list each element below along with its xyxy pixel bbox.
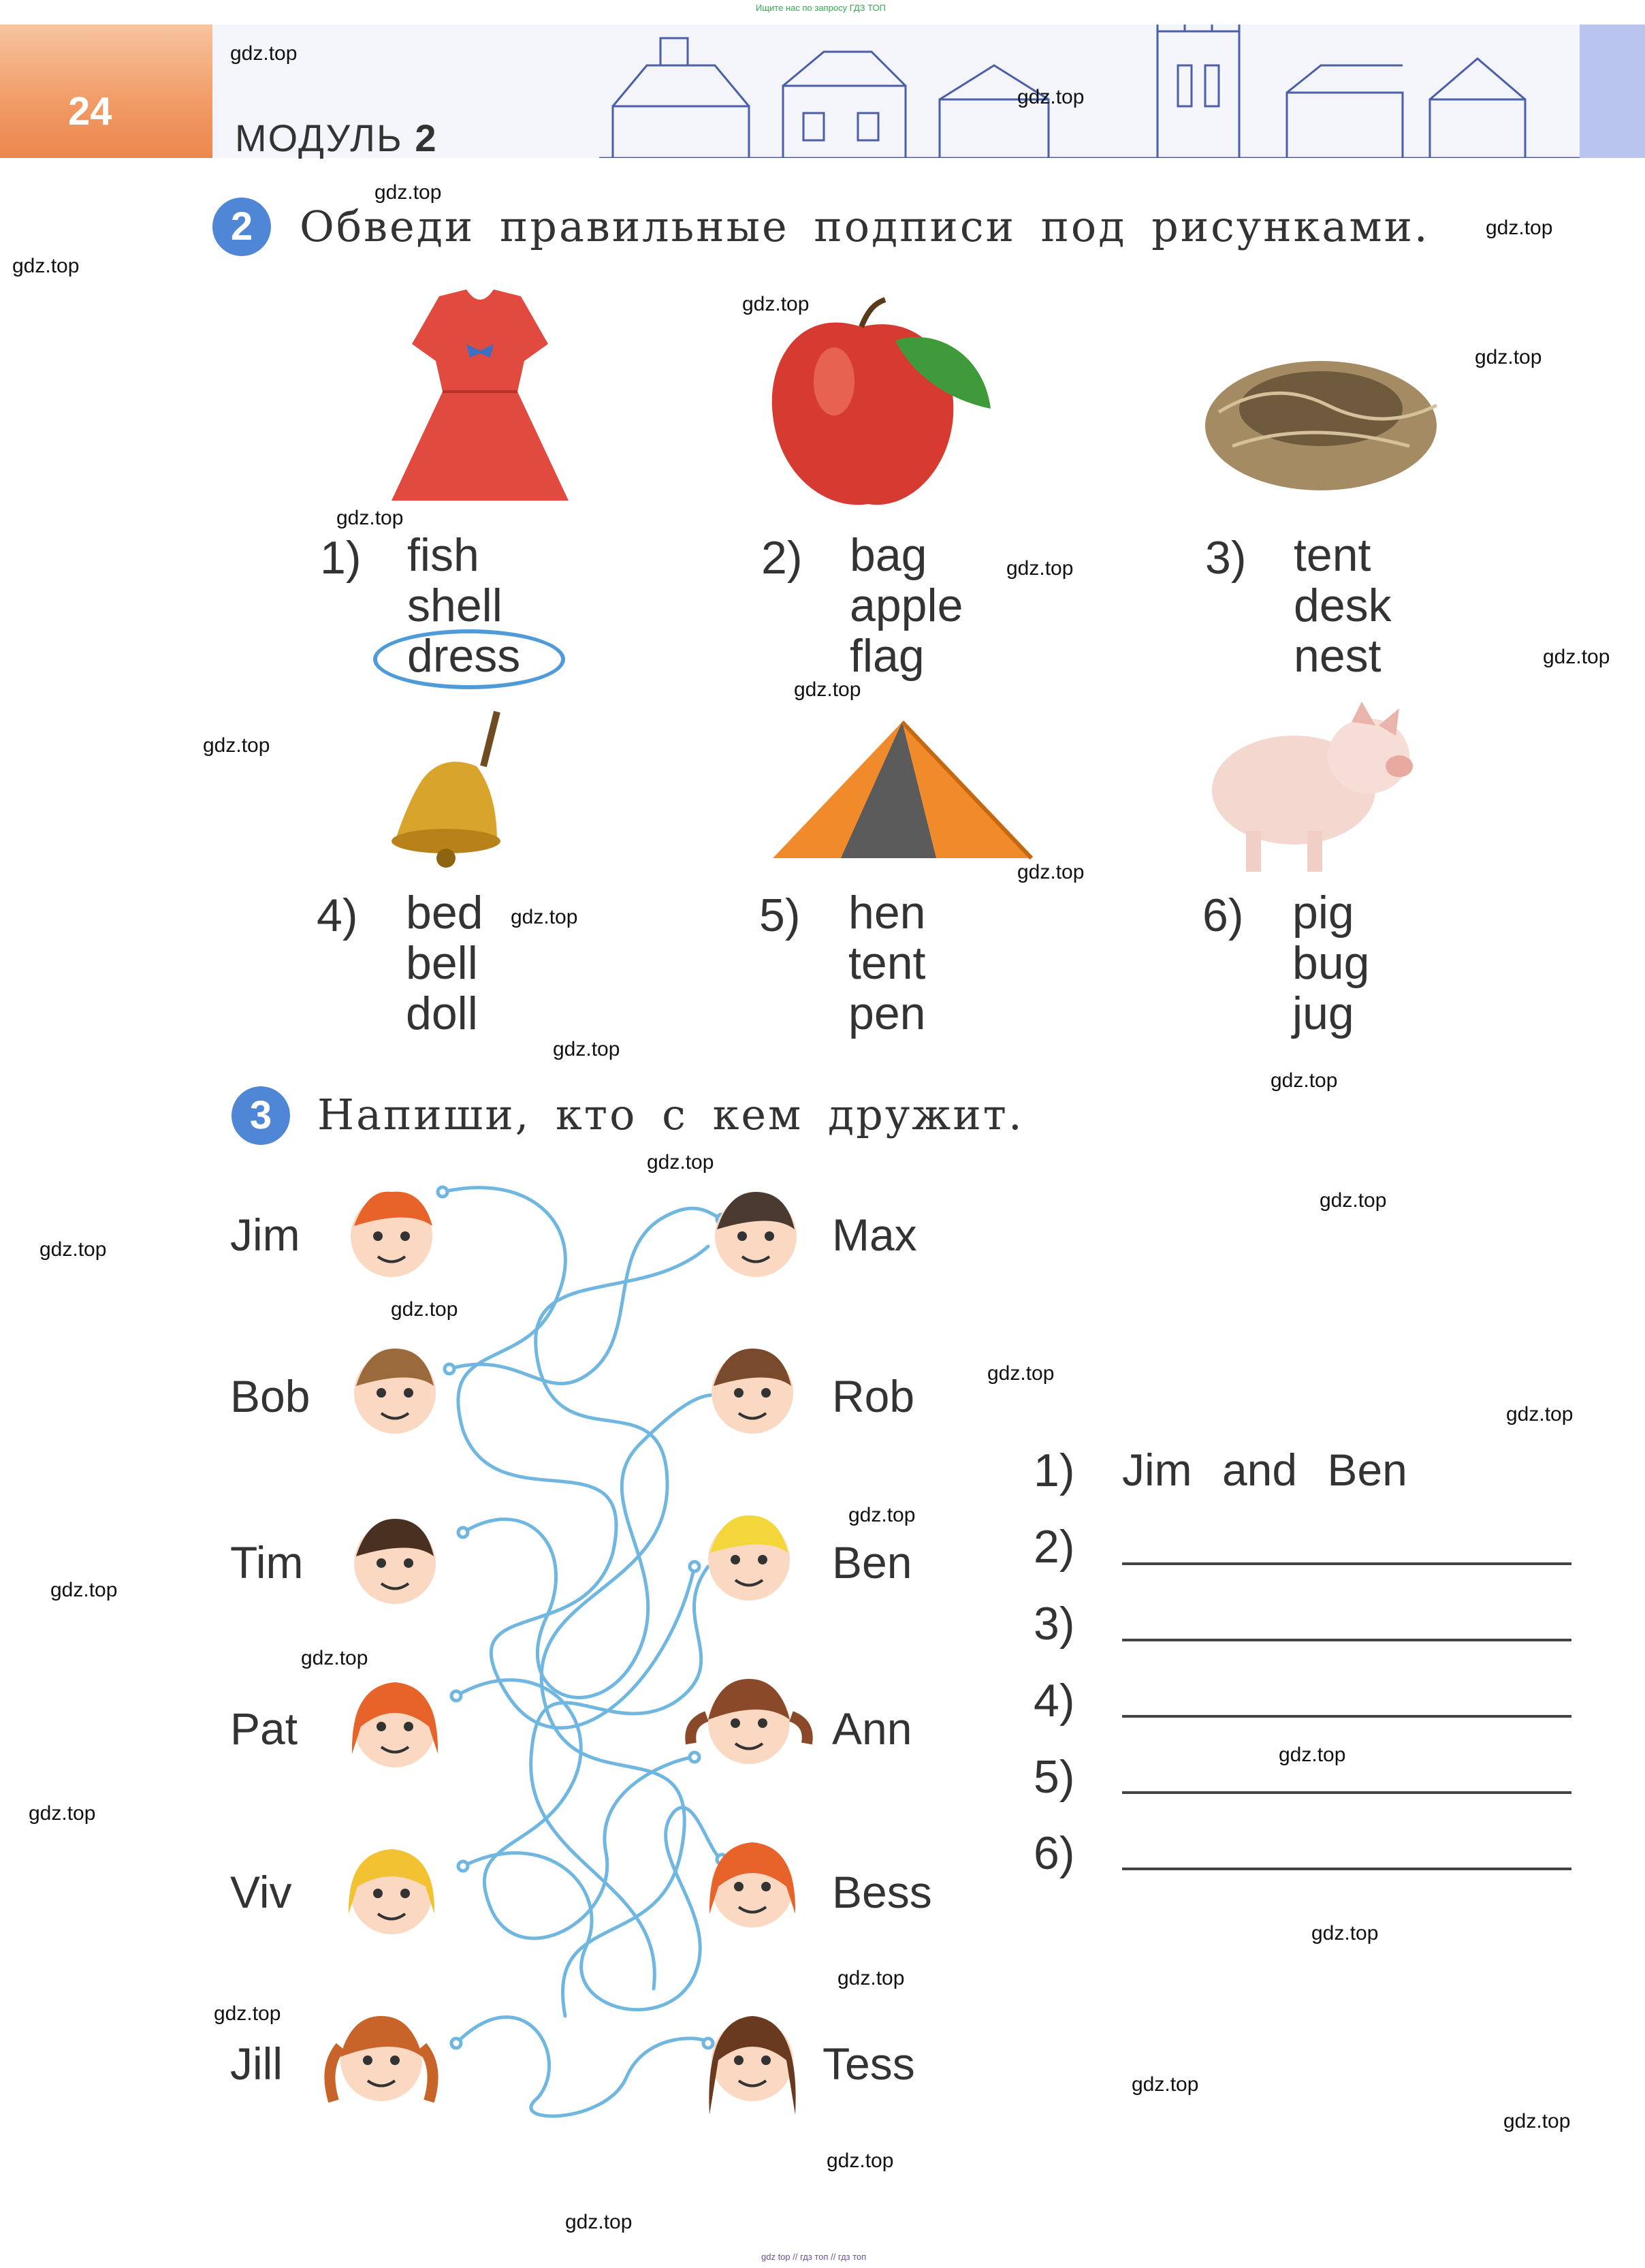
watermark: gdz.top [647,1151,714,1174]
item-6-number: 6) [1202,889,1244,941]
item-5-options [848,887,925,1039]
option-pen[interactable]: pen [848,988,926,1039]
option-shell[interactable]: shell [407,580,502,631]
bottom-note: gdz top // гдз топ // гдз топ [761,2252,867,2262]
answer-4-line[interactable] [1122,1715,1571,1718]
option-tent[interactable]: tent [1294,529,1371,581]
option-fish[interactable]: fish [407,529,479,581]
face-max [705,1182,807,1284]
face-tim [344,1509,446,1611]
face-rob [701,1338,803,1440]
left-name-tim: Tim [230,1537,304,1588]
watermark: gdz.top [742,293,810,315]
item-5-number: 5) [759,889,801,941]
answer-3-number: 3) [1034,1598,1075,1650]
item-4-options [406,887,483,1039]
left-name-viv: Viv [230,1867,292,1917]
right-name-ann: Ann [832,1703,912,1754]
task-2-instruction: Обведи правильные подписи под рисунками. [300,202,1430,251]
answer-4-number: 4) [1034,1675,1075,1727]
watermark: gdz.top [1279,1744,1346,1766]
tent-picture [759,708,1045,872]
right-name-max: Max [832,1210,917,1260]
watermark: gdz.top [391,1298,458,1321]
face-pat [344,1672,446,1781]
answer-2-line[interactable] [1122,1562,1571,1565]
right-name-ben: Ben [832,1537,912,1588]
left-name-jim: Jim [230,1210,300,1260]
watermark: gdz.top [39,1238,107,1261]
watermark: gdz.top [837,1967,905,1989]
watermark: gdz.top [1271,1069,1338,1092]
nest-picture [1205,337,1464,494]
watermark: gdz.top [29,1802,96,1825]
option-bag[interactable]: bag [850,529,927,581]
watermark: gdz.top [214,2002,281,2025]
answer-3-line[interactable] [1122,1639,1571,1641]
face-bess [701,1832,803,1941]
option-pig[interactable]: pig [1292,887,1354,939]
watermark: gdz.top [848,1504,916,1526]
pig-picture [1205,702,1423,879]
option-hen[interactable]: hen [848,887,926,939]
option-jug[interactable]: jug [1292,988,1354,1039]
watermark: gdz.top [1017,861,1085,883]
option-nest[interactable]: nest [1294,630,1382,682]
task-3-badge: 3 [231,1086,290,1145]
watermark: gdz.top [565,2211,633,2233]
answer-2-number: 2) [1034,1521,1075,1573]
option-desk[interactable]: desk [1294,580,1392,631]
watermark: gdz.top [1017,86,1085,108]
watermark: gdz.top [1486,217,1553,239]
town-skyline-illustration [599,25,1645,158]
watermark: gdz.top [511,906,578,928]
watermark: gdz.top [1132,2073,1199,2096]
option-apple[interactable]: apple [850,580,963,631]
right-name-tess: Tess [822,2038,915,2089]
item-2-options [850,530,963,681]
left-name-pat: Pat [230,1703,298,1754]
dress-picture [378,283,582,514]
option-dress[interactable]: dress [407,630,521,682]
face-tess [701,2006,803,2128]
top-note: Ищите нас по запросу ГДЗ ТОП [756,3,886,13]
watermark: gdz.top [987,1362,1055,1385]
module-label: МОДУЛЬ [235,116,403,159]
option-bell[interactable]: bell [406,937,478,989]
item-4-number: 4) [317,889,358,941]
watermark: gdz.top [1543,646,1610,668]
answer-6-number: 6) [1034,1827,1075,1879]
answer-circle [373,629,565,689]
watermark: gdz.top [50,1579,118,1601]
answer-5-number: 5) [1034,1751,1075,1803]
watermark: gdz.top [1006,557,1074,580]
answer-1-number: 1) [1034,1445,1075,1496]
face-jim [340,1182,443,1284]
watermark: gdz.top [203,734,270,757]
watermark: gdz.top [230,42,298,65]
answer-1-text[interactable]: Jim and Ben [1122,1445,1407,1495]
apple-picture [759,300,1004,518]
watermark: gdz.top [1475,346,1542,368]
watermark: gdz.top [301,1647,368,1669]
watermark: gdz.top [794,678,861,701]
module-title [235,116,437,160]
watermark: gdz.top [553,1038,620,1060]
task-3-instruction: Напиши, кто с кем дружит. [317,1090,1024,1139]
answer-5-line[interactable] [1122,1791,1571,1794]
face-ben [698,1505,800,1607]
watermark: gdz.top [1320,1189,1387,1212]
left-name-jill: Jill [230,2038,283,2089]
face-ann [681,1669,817,1771]
watermark: gdz.top [374,181,442,204]
right-name-bess: Bess [832,1867,932,1917]
right-name-rob: Rob [832,1371,915,1421]
watermark: gdz.top [827,2149,894,2172]
option-flag[interactable]: flag [850,630,925,682]
watermark: gdz.top [12,255,80,277]
item-6-options [1292,887,1369,1039]
option-tent-2[interactable]: tent [848,937,926,989]
watermark: gdz.top [336,507,404,529]
item-3-options [1294,530,1392,681]
item-3-number: 3) [1205,532,1247,584]
left-name-bob: Bob [230,1371,310,1421]
face-viv [340,1839,443,1948]
task-2-badge: 2 [212,198,271,256]
watermark: gdz.top [1506,1403,1574,1426]
watermark: gdz.top [1311,1922,1379,1944]
item-2-number: 2) [761,532,803,584]
module-number: 2 [415,116,438,159]
page-number: 24 [68,89,112,133]
watermark: gdz.top [1503,2110,1571,2132]
face-bob [344,1338,446,1440]
option-doll[interactable]: doll [406,988,478,1039]
answer-6-line[interactable] [1122,1868,1571,1870]
item-1-number: 1) [320,532,362,584]
bell-picture [381,705,531,882]
option-bed[interactable]: bed [406,887,483,939]
option-bug[interactable]: bug [1292,937,1370,989]
face-jill [320,2006,443,2115]
